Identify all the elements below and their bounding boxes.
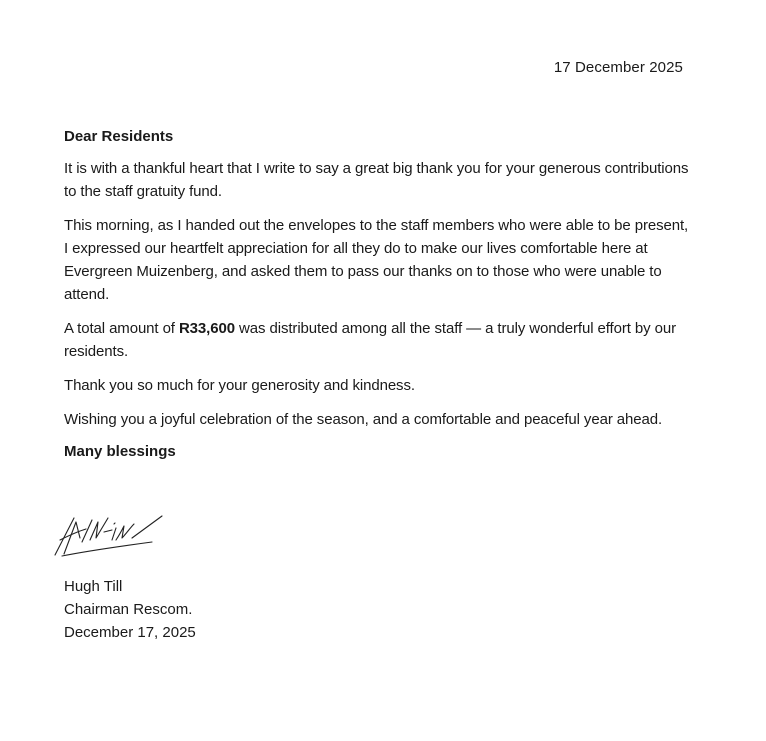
closing: Many blessings xyxy=(64,443,176,460)
total-amount: R33,600 xyxy=(178,320,235,337)
salutation: Dear Residents xyxy=(64,128,174,145)
total-prefix: A total amount of xyxy=(64,320,179,337)
paragraph-wishes: Wishing you a joyful celebration of the season, and a comfortable and peaceful year ahead. xyxy=(64,411,663,428)
signature-icon xyxy=(52,510,177,560)
total-suffix: was distributed among all the staff — a truly wonderful effort by our residents. xyxy=(64,320,676,360)
letter-body xyxy=(64,127,694,462)
paragraph-envelopes: This morning, as I handed out the envelopes to the staff members who were able to be present, I expressed our heartfelt appreciation for all they do to make our lives comfortable here at Evergreen Muizenberg, and asked them to pass our thanks on to those who were unable to attend. xyxy=(64,217,689,303)
signer-date: December 17, 2025 xyxy=(64,624,196,641)
letter-date: 17 December 2025 xyxy=(553,59,683,76)
paragraph-gratitude: Thank you so much for your generosity and kindness. xyxy=(64,377,415,394)
signer-title: Chairman Rescom. xyxy=(64,601,193,618)
paragraph-thanks: It is with a thankful heart that I write to say a great big thank you for your generous contributions to the staff gratuity fund. xyxy=(64,160,689,200)
signature-block xyxy=(64,575,196,644)
paragraph-total xyxy=(64,317,694,363)
signer-name: Hugh Till xyxy=(64,578,123,595)
